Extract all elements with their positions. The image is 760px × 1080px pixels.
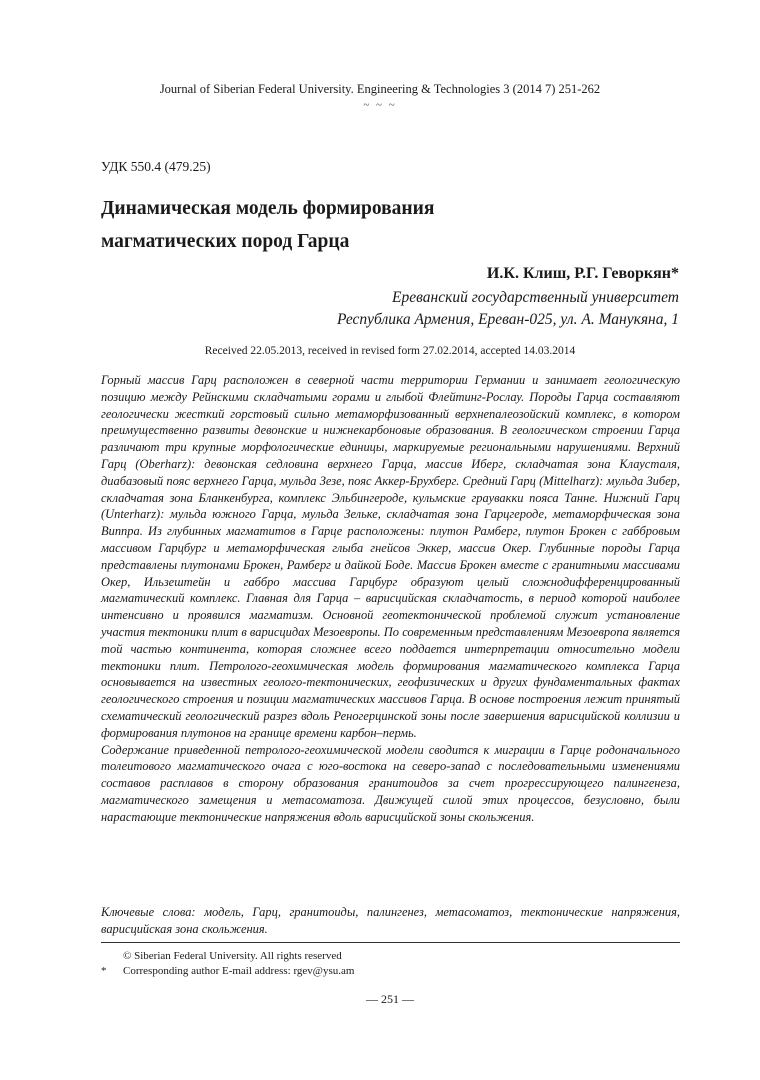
- footnote-mark: *: [101, 965, 107, 977]
- keywords: Ключевые слова: модель, Гарц, гранитоиды, палингенез, метасоматоз, тектонические напряжения, варисцийская зона скольжения.: [101, 905, 680, 936]
- authors: И.К. Клиш, Р.Г. Геворкян*: [486, 265, 679, 282]
- abstract: [101, 372, 680, 826]
- footnote-text: Corresponding author E-mail address: rgev@ysu.am: [123, 965, 355, 977]
- footnote-divider: [101, 942, 680, 943]
- article-title: [101, 192, 601, 258]
- abstract-paragraph-2: Содержание приведенной петролого-геохимической модели сводится к миграции в Гарце родоначального толеитового магматического очага с юго-востока на северо-запад с последовательными изменениями составов расплавов в сторону образования гранитоидов за счет прогрессирующего палингенеза, магматического замещения и метасоматоза. Движущей силой этих процессов, безусловно, были нарастающие тектонические напряжения вдоль варисцийской зоны скольжения.: [101, 742, 680, 824]
- page-number: — 251 —: [366, 992, 414, 1006]
- abstract-paragraph-1: Горный массив Гарц расположен в северной части территории Германии и занимает геологическую позицию между Рейнскими складчатыми горами и глыбой Флейтинг-Рослау. Породы Гарца составляют геологически жесткий горстовый сильно метаморфизованный верхнепалеозойский комплекс, в котором преимущественно развиты девонские и нижнекарбоновые образования. В геологическом строении Гарца различают три крупные морфологические единицы, маркируемые региональными нарушениями. Верхний Гарц (Oberharz): девонская седловина верхнего Гарца, массив Иберг, складчатая зона Клаусталя, диабазовый пояс верхнего Гарца, мульда Зезе, пояс Аккер-Брухберг. Средний Гарц (Mittelharz): мульда Зибер, складчатая зона Бланкенбурга, комплекс Эльбингероде, кульмские граувакки пояса Танне. Нижний Гарц (Unterharz): мульда южного Гарца, мульда Зельке, складчатая зона Гарцгероде, метаморфическая зона Виппра. Из глубинных магматитов в Гарце расположены: плутон Рамберг, плутон Брокен с габбровым массивом Гарцбург и метаморфическая глыба гнейсов Эккер, массив Окер. Глубинные породы Гарца представлены плутонами Брокен, Рамберг и дайкой Боде. Массив Брокен вместе с гранитными массивами Окер, Ильзештейн и габбро массива Гарцбург образуют целый сложнодифференцированный магматический комплекс. Главная для Гарца – варисцийская складчатость, в период которой наиболее интенсивно и проявился магматизм. Основной геотектонической проблемой служит установление участия тектоники плит в варисцидах Мезоевропы. По современным представлениям Мезоевропа является той частью континента, которая сложнее всего поддается интерпретации относительно модели тектоники плит. Петролого-геохимическая модель формирования магматического комплекса Гарца основывается на известных геолого-тектонических, геофизических и других фундаментальных фактах геологического строения и позиции магматических массивов Гарца. В основе построения лежит принятый схематический геологический разрез вдоль Реногерцинской зоны после завершения варисцийской коллизии и формирования плутонов на границе времени карбон–пермь.: [101, 373, 680, 740]
- journal-header: Journal of Siberian Federal University. Engineering & Technologies 3 (2014 7) 251-262: [159, 82, 601, 96]
- header-ornament: ~ ~ ~: [363, 99, 397, 111]
- copyright-notice: © Siberian Federal University. All rights reserved: [123, 950, 342, 962]
- affiliation-line-1: Ереванский государственный университет: [392, 289, 679, 306]
- affiliation-line-2: Республика Армения, Ереван-025, ул. А. Манукяна, 1: [336, 311, 679, 328]
- udc-code: УДК 550.4 (479.25): [101, 159, 211, 174]
- title-line-1: Динамическая модель формирования: [101, 198, 435, 219]
- title-line-2: магматических пород Гарца: [101, 231, 350, 252]
- received-dates: Received 22.05.2013, received in revised form 27.02.2014, accepted 14.03.2014: [204, 345, 576, 357]
- corresponding-author-footnote: [101, 965, 354, 977]
